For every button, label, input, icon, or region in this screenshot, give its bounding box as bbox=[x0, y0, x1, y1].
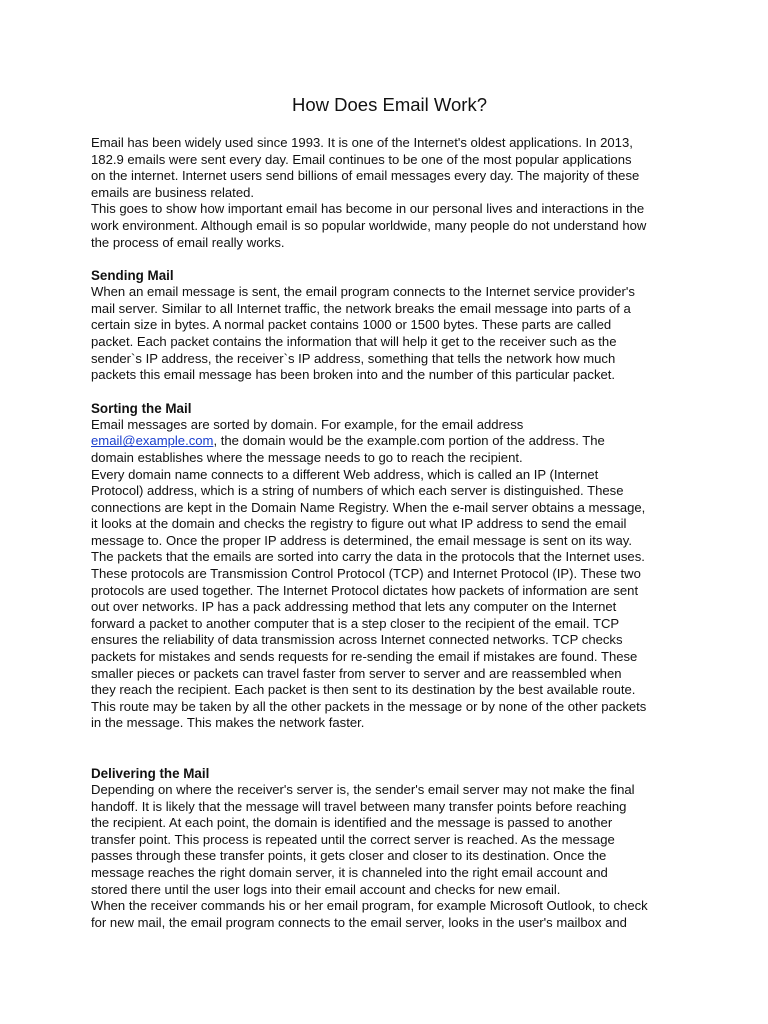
spacer bbox=[91, 251, 688, 267]
page-title: How Does Email Work? bbox=[292, 94, 487, 115]
spacer bbox=[91, 384, 688, 400]
email-address-link[interactable]: email@example.com bbox=[91, 433, 214, 449]
delivering-mail-paragraph-1: Depending on where the receiver's server is, the sender's email server may not make the final handoff. It is likely that the message will travel between many transfer points before reaching the recipient. At each point, the domain is identified and the message is passed to another transfer point. This process is repeated until the correct server is reached. As the message passes through these transfer points, it gets closer and closer to its destination. Once the message reaches the right domain server, it is channeled into the right email account and stored there until the user logs into their email account and checks for new email. bbox=[91, 782, 635, 897]
sorting-line-1: Email messages are sorted by domain. For example, for the email address bbox=[91, 416, 524, 432]
spacer bbox=[91, 732, 688, 765]
heading-sending-mail: Sending Mail bbox=[91, 268, 174, 284]
intro-paragraph-1: Email has been widely used since 1993. It is one of the Internet's oldest applications. In 2013, 182.9 emails were sent every day. Email continues to be one of the most popular applications on the internet. Internet users send billions of email messages every day. The majority of these emails are business related. bbox=[91, 135, 640, 200]
sorting-mail-paragraph: Every domain name connects to a different Web address, which is called an IP (Internet Protocol) address, which is a string of numbers of which each server is distinguished. These connections are kept in the Domain Name Registry. When the e-mail server obtains a message, it looks at the domain and checks the registry to figure out what IP address to send the email message to. Once the proper IP address is determined, the email message is sent on its way. The packets that the emails are sorted into carry the data in the protocols that the Internet uses. These protocols are Transmission Control Protocol (TCP) and Internet Protocol (IP). These two protocols are used together. The Internet Protocol dictates how packets of information are sent out over networks. IP has a pack addressing method that lets any computer on the Internet forward a packet to another computer that is a step closer to the recipient of the email. TCP ensures the reliability of data transmission across Internet connected networks. TCP checks packets for mistakes and sends requests for re-sending the email if mistakes are found. These smaller pieces or packets can travel faster from server to server and are reassembled when they reach the recipient. Each packet is then sent to its destination by the best available route. This route may be taken by all the other packets in the message or by none of the other packets in the message. This makes the network faster. bbox=[91, 466, 647, 731]
heading-sorting-mail: Sorting the Mail bbox=[91, 400, 192, 416]
sorting-line-3: domain establishes where the message needs to go to reach the recipient. bbox=[91, 449, 523, 465]
sorting-line-2: , the domain would be the example.com portion of the address. The bbox=[213, 433, 605, 449]
sorting-mail-intro bbox=[91, 417, 688, 467]
heading-delivering-mail: Delivering the Mail bbox=[91, 766, 210, 781]
intro-paragraph-2: This goes to show how important email has become in our personal lives and interactions in the work environment. Although email is so popular worldwide, many people do not understand how the process of email really works. bbox=[91, 201, 647, 250]
delivering-mail-paragraph-2: When the receiver commands his or her email program, for example Microsoft Outlook, to check for new mail, the email program connects to the email server, looks in the user's mailbox and bbox=[91, 898, 648, 930]
sending-mail-paragraph: When an email message is sent, the email program connects to the Internet service provider's mail server. Similar to all Internet traffic, the network breaks the email message into parts of a certain size in bytes. A normal packet contains 1000 or 1500 bytes. These parts are called packet. Each packet contains the information that will help it get to the receiver such as the sender`s IP address, the receiver`s IP address, something that tells the network how much packets this email message has been broken into and the number of this particular packet. bbox=[91, 284, 635, 383]
